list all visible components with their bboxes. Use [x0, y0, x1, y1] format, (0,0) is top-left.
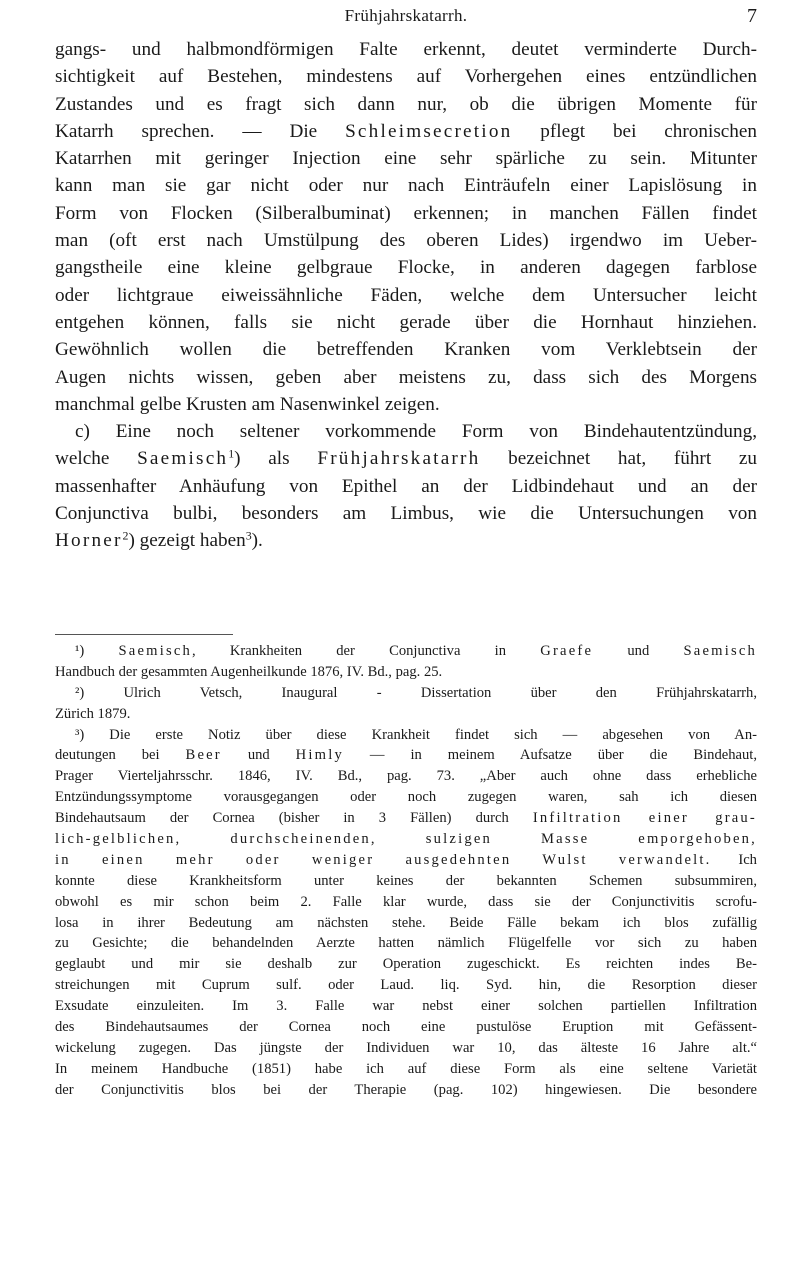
text-line: entgehen können, falls sie nicht gerade über die Hornhaut hinziehen. — [55, 311, 757, 333]
emphasized-term: in einen mehr oder weniger ausgedehnten Wulst verwandelt — [55, 851, 706, 868]
page-number: 7 — [747, 5, 757, 27]
footnote-line: ²) Ulrich Vetsch, Inaugural - Dissertation über den Frühjahrskatarrh, — [75, 684, 757, 701]
text-segment: pflegt bei chronischen — [512, 120, 757, 142]
text-segment: , Krankheiten der Conjunctiva in — [192, 643, 541, 659]
text-line: gangs- und halbmondförmigen Falte erkennt, deutet verminderte Durch- — [55, 39, 757, 60]
footnotes — [55, 641, 757, 1101]
text-segment: welche — [55, 448, 138, 470]
footnote-line — [55, 641, 757, 662]
footnote-line — [55, 745, 757, 766]
footnote-line: wickelung zugegen. Das jüngste der Individuen war 10, das älteste 16 Jahre alt.“ — [55, 1039, 757, 1056]
emphasized-term: Infiltration einer grau- — [532, 810, 757, 827]
text-segment: Katarrh sprechen. — Die — [55, 120, 346, 142]
footnote-line: streichungen mit Cuprum sulf. oder Laud. liq. Syd. hin, die Resorption dieser — [55, 977, 757, 994]
text-line: man (oft erst nach Umstülpung des oberen Lides) irgendwo im Ueber- — [55, 230, 757, 252]
footnote-ref: 1 — [228, 446, 235, 461]
text-segment: und — [593, 643, 684, 659]
author-name: Horner — [55, 530, 123, 552]
text-line: gangstheile eine kleine gelbgraue Flocke, in anderen dagegen farblose — [55, 257, 757, 279]
author-name: Saemisch — [118, 643, 192, 659]
footnote-line — [55, 850, 757, 871]
text-segment: Bindehautsaum der Cornea (bisher in 3 Fällen) durch — [55, 810, 533, 827]
text-line: Zustandes und es fragt sich dann nur, ob die übrigen Momente für — [55, 93, 757, 115]
footnote-ref: 3 — [245, 528, 252, 543]
author-name: Saemisch — [137, 448, 229, 470]
footnote-line: Zürich 1879. — [55, 705, 131, 722]
footnote-line: Exsudate einzuleiten. Im 3. Falle war nebst einer solchen partiellen Infiltration — [55, 998, 757, 1015]
text-line — [55, 445, 757, 472]
text-line: Form von Flocken (Silberalbuminat) erkennen; in manchen Fällen findet — [55, 202, 757, 224]
footnote-line: konnte diese Krankheitsform unter keines der bekannten Schemen subsummiren, — [55, 872, 757, 889]
footnote-line: lich-gelblichen, durchscheinenden, sulzigen Masse emporgehoben, — [55, 831, 757, 848]
text-segment: . Ich — [705, 851, 757, 868]
author-name: Beer — [185, 747, 222, 764]
text-segment: ) gezeigt haben — [128, 530, 246, 552]
footnote-ref: 2 — [122, 528, 129, 543]
author-name: Graefe — [540, 643, 594, 659]
main-text — [55, 36, 757, 555]
emphasized-term: Schleimsecretion — [345, 120, 513, 142]
text-line: massenhafter Anhäufung von Epithel an der Lidbindehaut und an der — [55, 475, 757, 497]
footnote-line: losa in ihrer Bedeutung am nächsten stehe. Beide Fälle bekam ich blos zufällig — [55, 914, 757, 931]
running-head — [55, 6, 757, 32]
text-segment: ) als — [234, 448, 318, 470]
footnote-line: ³) Die erste Notiz über diese Krankheit findet sich — abgesehen von An- — [75, 726, 757, 743]
footnote-line: der Conjunctivitis blos bei der Therapie (pag. 102) hingewiesen. Die besondere — [55, 1081, 757, 1098]
text-line: c) Eine noch seltener vorkommende Form von Bindehautentzündung, — [75, 421, 757, 443]
footnote-line: Handbuch der gesammten Augenheilkunde 1876, IV. Bd., pag. 25. — [55, 663, 443, 680]
text-line: Gewöhnlich wollen die betreffenden Kranken vom Verklebtsein der — [55, 339, 757, 361]
text-line — [55, 118, 757, 145]
footnote-line: In meinem Handbuche (1851) habe ich auf diese Form als eine seltene Varietät — [55, 1060, 757, 1077]
text-line: manchmal gelbe Krusten am Nasenwinkel zeigen. — [55, 393, 440, 415]
footnote-line: zu Gesichte; die behandelnden Aerzte hatten nämlich Flügelfelle vor sich zu haben — [55, 935, 757, 952]
text-segment: und — [221, 747, 296, 764]
text-line: Katarrhen mit geringer Injection eine sehr spärliche zu sein. Mitunter — [55, 148, 757, 170]
text-line — [55, 527, 757, 554]
author-name: Saemisch — [683, 643, 757, 659]
footnote-separator — [55, 634, 233, 635]
author-name: Himly — [295, 747, 344, 764]
footnote-line — [55, 808, 757, 829]
footnote-line: geglaubt und mir sie deshalb zur Operation zugeschickt. Es reichten indes Be- — [55, 956, 757, 973]
footnote-line: Entzündungssymptome vorausgegangen oder noch zugegen waren, sah ich diesen — [55, 789, 757, 806]
text-segment: ¹) — [75, 643, 119, 659]
text-segment: deutungen bei — [55, 747, 186, 764]
text-line: kann man sie gar nicht oder nur nach Einträufeln einer Lapislösung in — [55, 175, 757, 197]
footnote-line: obwohl es mir schon beim 2. Falle klar wurde, dass sie der Conjunctivitis scrofu- — [55, 893, 757, 910]
emphasized-term: Frühjahrskatarrh — [317, 448, 481, 470]
running-title: Frühjahrskatarrh. — [344, 6, 468, 25]
footnote-line: des Bindehautsaumes der Cornea noch eine pustulöse Eruption mit Gefässent- — [55, 1019, 757, 1036]
text-segment: bezeichnet hat, führt zu — [480, 448, 757, 470]
text-segment: — in meinem Aufsatze über die Bindehaut, — [343, 747, 757, 764]
text-line: Augen nichts wissen, geben aber meistens zu, dass sich des Morgens — [55, 366, 757, 388]
text-segment: ). — [251, 530, 263, 552]
text-line: Conjunctiva bulbi, besonders am Limbus, wie die Untersuchungen von — [55, 503, 757, 525]
footnote-line: Prager Vierteljahrsschr. 1846, IV. Bd., pag. 73. „Aber auch ohne dass erhebliche — [55, 768, 757, 785]
text-line: sichtigkeit auf Bestehen, mindestens auf Vorhergehen eines entzündlichen — [55, 66, 757, 88]
text-line: oder lichtgraue eiweissähnliche Fäden, welche dem Untersucher leicht — [55, 284, 757, 306]
